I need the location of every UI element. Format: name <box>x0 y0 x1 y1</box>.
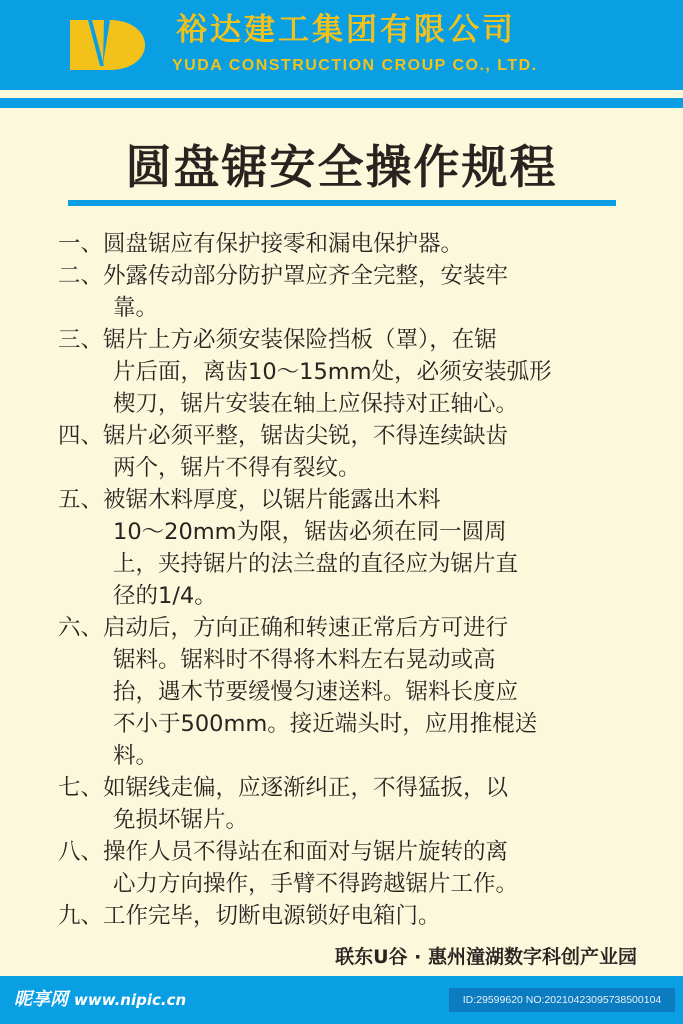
rule-text: 径的1/4。 <box>113 583 217 609</box>
rule-line <box>58 900 678 932</box>
rule-line <box>58 228 678 260</box>
rule-text: 上，夹持锯片的法兰盘的直径应为锯片直 <box>113 551 519 577</box>
rule-text: 启动后，方向正确和转速正常后方可进行 <box>103 615 509 641</box>
rule-line <box>58 548 678 580</box>
rule-line <box>58 292 678 324</box>
location-text: 联东U谷 · 惠州潼湖数字科创产业园 <box>335 946 637 968</box>
rule-line <box>58 356 678 388</box>
rule-line <box>58 804 678 836</box>
page-title: 圆盘锯安全操作规程 <box>125 140 558 194</box>
title-underline <box>68 200 616 206</box>
rule-line <box>58 580 678 612</box>
rule-line <box>58 740 678 772</box>
rule-number: 九、 <box>58 903 104 929</box>
image-id: ID:29599620 NO:20210423095738500104 <box>449 988 675 1012</box>
rule-number: 二、 <box>58 263 104 289</box>
rule-text: 10～20mm为限，锯齿必须在同一圆周 <box>113 519 507 545</box>
rule-line <box>58 868 678 900</box>
rule-text: 靠。 <box>113 295 159 321</box>
watermark-brand: 昵享网 <box>14 989 68 1010</box>
rule-line <box>58 644 678 676</box>
rule-line <box>58 676 678 708</box>
rule-text: 被锯木料厚度，以锯片能露出木料 <box>103 487 441 513</box>
rule-text: 工作完毕，切断电源锁好电箱门。 <box>103 903 441 929</box>
rule-text: 楔刀，锯片安装在轴上应保持对正轴心。 <box>113 391 519 417</box>
rule-number: 八、 <box>58 839 104 865</box>
rule-line <box>58 612 678 644</box>
rule-line <box>58 452 678 484</box>
rule-line <box>58 324 678 356</box>
rule-line <box>58 260 678 292</box>
rule-text: 锯片必须平整，锯齿尖锐，不得连续缺齿 <box>103 423 509 449</box>
watermark <box>14 988 186 1012</box>
rule-number: 四、 <box>58 423 104 449</box>
rule-text: 两个，锯片不得有裂纹。 <box>113 455 361 481</box>
rule-line <box>58 772 678 804</box>
watermark-url: www.nipic.cn <box>74 991 187 1009</box>
rule-line <box>58 420 678 452</box>
rule-number: 五、 <box>58 487 104 513</box>
rule-number: 三、 <box>58 327 104 353</box>
rule-number: 七、 <box>58 775 104 801</box>
rule-line <box>58 836 678 868</box>
rule-text: 如锯线走偏，应逐渐纠正，不得猛扳，以 <box>103 775 509 801</box>
rule-text: 抬，遇木节要缓慢匀速送料。锯料长度应 <box>113 679 519 705</box>
rule-text: 圆盘锯应有保护接零和漏电保护器。 <box>103 231 464 257</box>
rule-text: 料。 <box>113 743 159 769</box>
rule-text: 操作人员不得站在和面对与锯片旋转的离 <box>103 839 509 865</box>
rule-text: 免损坏锯片。 <box>113 807 249 833</box>
rule-line <box>58 708 678 740</box>
rule-number: 一、 <box>58 231 104 257</box>
company-name-cn: 裕达建工集团有限公司 <box>176 12 516 48</box>
rule-line <box>58 484 678 516</box>
company-logo-icon <box>70 20 145 70</box>
rule-line <box>58 516 678 548</box>
divider-stripe <box>0 98 683 108</box>
rule-text: 不小于500mm。接近端头时，应用推棍送 <box>113 711 538 737</box>
rules-list <box>58 228 678 932</box>
company-name-en: YUDA CONSTRUCTION CROUP CO., LTD. <box>172 57 538 74</box>
rule-number: 六、 <box>58 615 104 641</box>
rule-line <box>58 388 678 420</box>
rule-text: 心力方向操作，手臂不得跨越锯片工作。 <box>113 871 519 897</box>
rule-text: 外露传动部分防护罩应齐全完整，安装牢 <box>103 263 509 289</box>
rule-text: 锯片上方必须安装保险挡板（罩），在锯 <box>103 327 497 353</box>
rule-text: 锯料。锯料时不得将木料左右晃动或高 <box>113 647 496 673</box>
rule-text: 片后面，离齿10～15mm处，必须安装弧形 <box>113 359 552 385</box>
